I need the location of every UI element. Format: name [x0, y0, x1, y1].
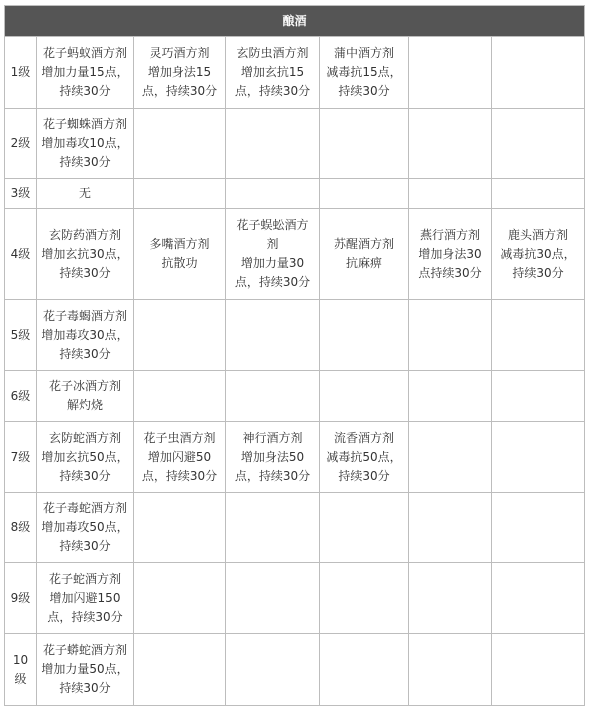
recipe-cell — [134, 422, 226, 493]
level-cell — [5, 493, 37, 563]
recipe-text: 花子蜈蚣酒方 剂 增加力量30 点，持续30分 — [234, 218, 311, 289]
recipe-text: 花子毒蛇酒方剂 增加毒攻50点， 持续30分 — [41, 501, 129, 553]
recipe-cell — [492, 300, 585, 371]
recipe-cell — [320, 563, 409, 634]
recipe-cell — [226, 422, 320, 493]
table-row — [5, 371, 585, 422]
level-cell — [5, 422, 37, 493]
recipe-cell — [134, 109, 226, 179]
table-row — [5, 109, 585, 179]
recipe-cell — [134, 634, 226, 706]
recipe-cell — [134, 300, 226, 371]
level-label: 4级 — [10, 246, 31, 261]
recipe-cell — [134, 563, 226, 634]
brewing-table — [4, 5, 585, 706]
recipe-cell — [37, 371, 134, 422]
recipe-cell — [37, 563, 134, 634]
recipe-cell — [492, 422, 585, 493]
recipe-cell — [320, 109, 409, 179]
recipe-cell — [320, 422, 409, 493]
recipe-cell — [134, 493, 226, 563]
recipe-cell — [320, 37, 409, 109]
recipe-cell — [37, 209, 134, 300]
level-cell — [5, 634, 37, 706]
table-body — [5, 37, 585, 706]
recipe-cell — [134, 179, 226, 209]
recipe-cell — [320, 209, 409, 300]
recipe-cell — [320, 634, 409, 706]
level-cell — [5, 563, 37, 634]
recipe-text: 花子毒蝎酒方剂 增加毒攻30点， 持续30分 — [41, 308, 129, 361]
level-label: 7级 — [10, 449, 31, 464]
recipe-cell — [37, 300, 134, 371]
table-row — [5, 493, 585, 563]
recipe-text: 花子蜘蛛酒方剂 增加毒攻10点， 持续30分 — [41, 117, 129, 169]
recipe-cell — [409, 422, 492, 493]
recipe-text: 无 — [78, 186, 91, 200]
recipe-cell — [492, 493, 585, 563]
recipe-cell — [226, 493, 320, 563]
recipe-text: 多嘴酒方剂 抗散功 — [149, 237, 210, 270]
table-row — [5, 422, 585, 493]
level-label: 10 级 — [12, 652, 29, 686]
recipe-cell — [409, 300, 492, 371]
recipe-text: 流香酒方剂 减毒抗50点， 持续30分 — [326, 430, 402, 483]
recipe-cell — [492, 634, 585, 706]
table-title: 酿酒 — [5, 6, 585, 37]
recipe-cell — [320, 493, 409, 563]
recipe-cell — [37, 422, 134, 493]
recipe-cell — [134, 37, 226, 109]
level-label: 2级 — [10, 136, 31, 150]
recipe-text: 玄防蛇酒方剂 增加玄抗50点， 持续30分 — [41, 430, 129, 483]
table-row — [5, 209, 585, 300]
recipe-cell — [409, 37, 492, 109]
level-label: 5级 — [10, 327, 31, 342]
recipe-text: 玄防药酒方剂 增加玄抗30点， 持续30分 — [41, 227, 129, 280]
recipe-cell — [134, 371, 226, 422]
level-cell — [5, 371, 37, 422]
recipe-cell — [226, 109, 320, 179]
recipe-cell — [492, 563, 585, 634]
recipe-cell — [492, 109, 585, 179]
recipe-text: 鹿头酒方剂 减毒抗30点， 持续30分 — [500, 227, 576, 280]
recipe-cell — [492, 37, 585, 109]
level-label: 6级 — [10, 388, 31, 403]
recipe-cell — [409, 371, 492, 422]
recipe-cell — [37, 179, 134, 209]
recipe-cell — [226, 300, 320, 371]
recipe-cell — [226, 634, 320, 706]
recipe-cell — [37, 634, 134, 706]
recipe-cell — [320, 300, 409, 371]
recipe-cell — [320, 371, 409, 422]
level-cell — [5, 109, 37, 179]
recipe-cell — [37, 493, 134, 563]
recipe-cell — [37, 109, 134, 179]
recipe-cell — [226, 37, 320, 109]
recipe-cell — [409, 563, 492, 634]
level-label: 3级 — [10, 186, 31, 200]
recipe-cell — [226, 209, 320, 300]
recipe-cell — [409, 109, 492, 179]
table-row — [5, 37, 585, 109]
recipe-cell — [492, 371, 585, 422]
recipe-text: 花子蚂蚁酒方剂 增加力量15点， 持续30分 — [41, 46, 129, 98]
recipe-cell — [409, 209, 492, 300]
recipe-text: 蒲中酒方剂 减毒抗15点， 持续30分 — [326, 46, 402, 98]
recipe-text: 燕行酒方剂 增加身法30 点持续30分 — [418, 227, 482, 280]
recipe-text: 花子虫酒方剂 增加闪避50 点，持续30分 — [141, 430, 218, 483]
level-label: 1级 — [10, 65, 31, 79]
level-cell — [5, 37, 37, 109]
level-cell — [5, 179, 37, 209]
recipe-cell — [134, 209, 226, 300]
recipe-cell — [226, 179, 320, 209]
recipe-cell — [37, 37, 134, 109]
recipe-cell — [409, 634, 492, 706]
recipe-cell — [409, 179, 492, 209]
level-cell — [5, 209, 37, 300]
recipe-cell — [226, 371, 320, 422]
table-row — [5, 634, 585, 706]
recipe-cell — [409, 493, 492, 563]
recipe-cell — [492, 179, 585, 209]
recipe-text: 苏醒酒方剂 抗麻痹 — [333, 237, 394, 270]
recipe-cell — [492, 209, 585, 300]
recipe-text: 灵巧酒方剂 增加身法15 点，持续30分 — [141, 46, 218, 98]
recipe-text: 花子蛇酒方剂 增加闪避150 点，持续30分 — [47, 571, 123, 624]
level-label: 9级 — [10, 590, 31, 605]
recipe-text: 神行酒方剂 增加身法50 点，持续30分 — [234, 430, 311, 483]
level-cell — [5, 300, 37, 371]
level-label: 8级 — [10, 520, 31, 534]
table-row — [5, 300, 585, 371]
recipe-cell — [226, 563, 320, 634]
table-row — [5, 179, 585, 209]
recipe-text: 花子冰酒方剂 解灼烧 — [48, 379, 121, 412]
recipe-text: 玄防虫酒方剂 增加玄抗15 点，持续30分 — [234, 46, 311, 98]
table-row — [5, 563, 585, 634]
recipe-cell — [320, 179, 409, 209]
recipe-text: 花子蟒蛇酒方剂 增加力量50点， 持续30分 — [41, 643, 129, 695]
